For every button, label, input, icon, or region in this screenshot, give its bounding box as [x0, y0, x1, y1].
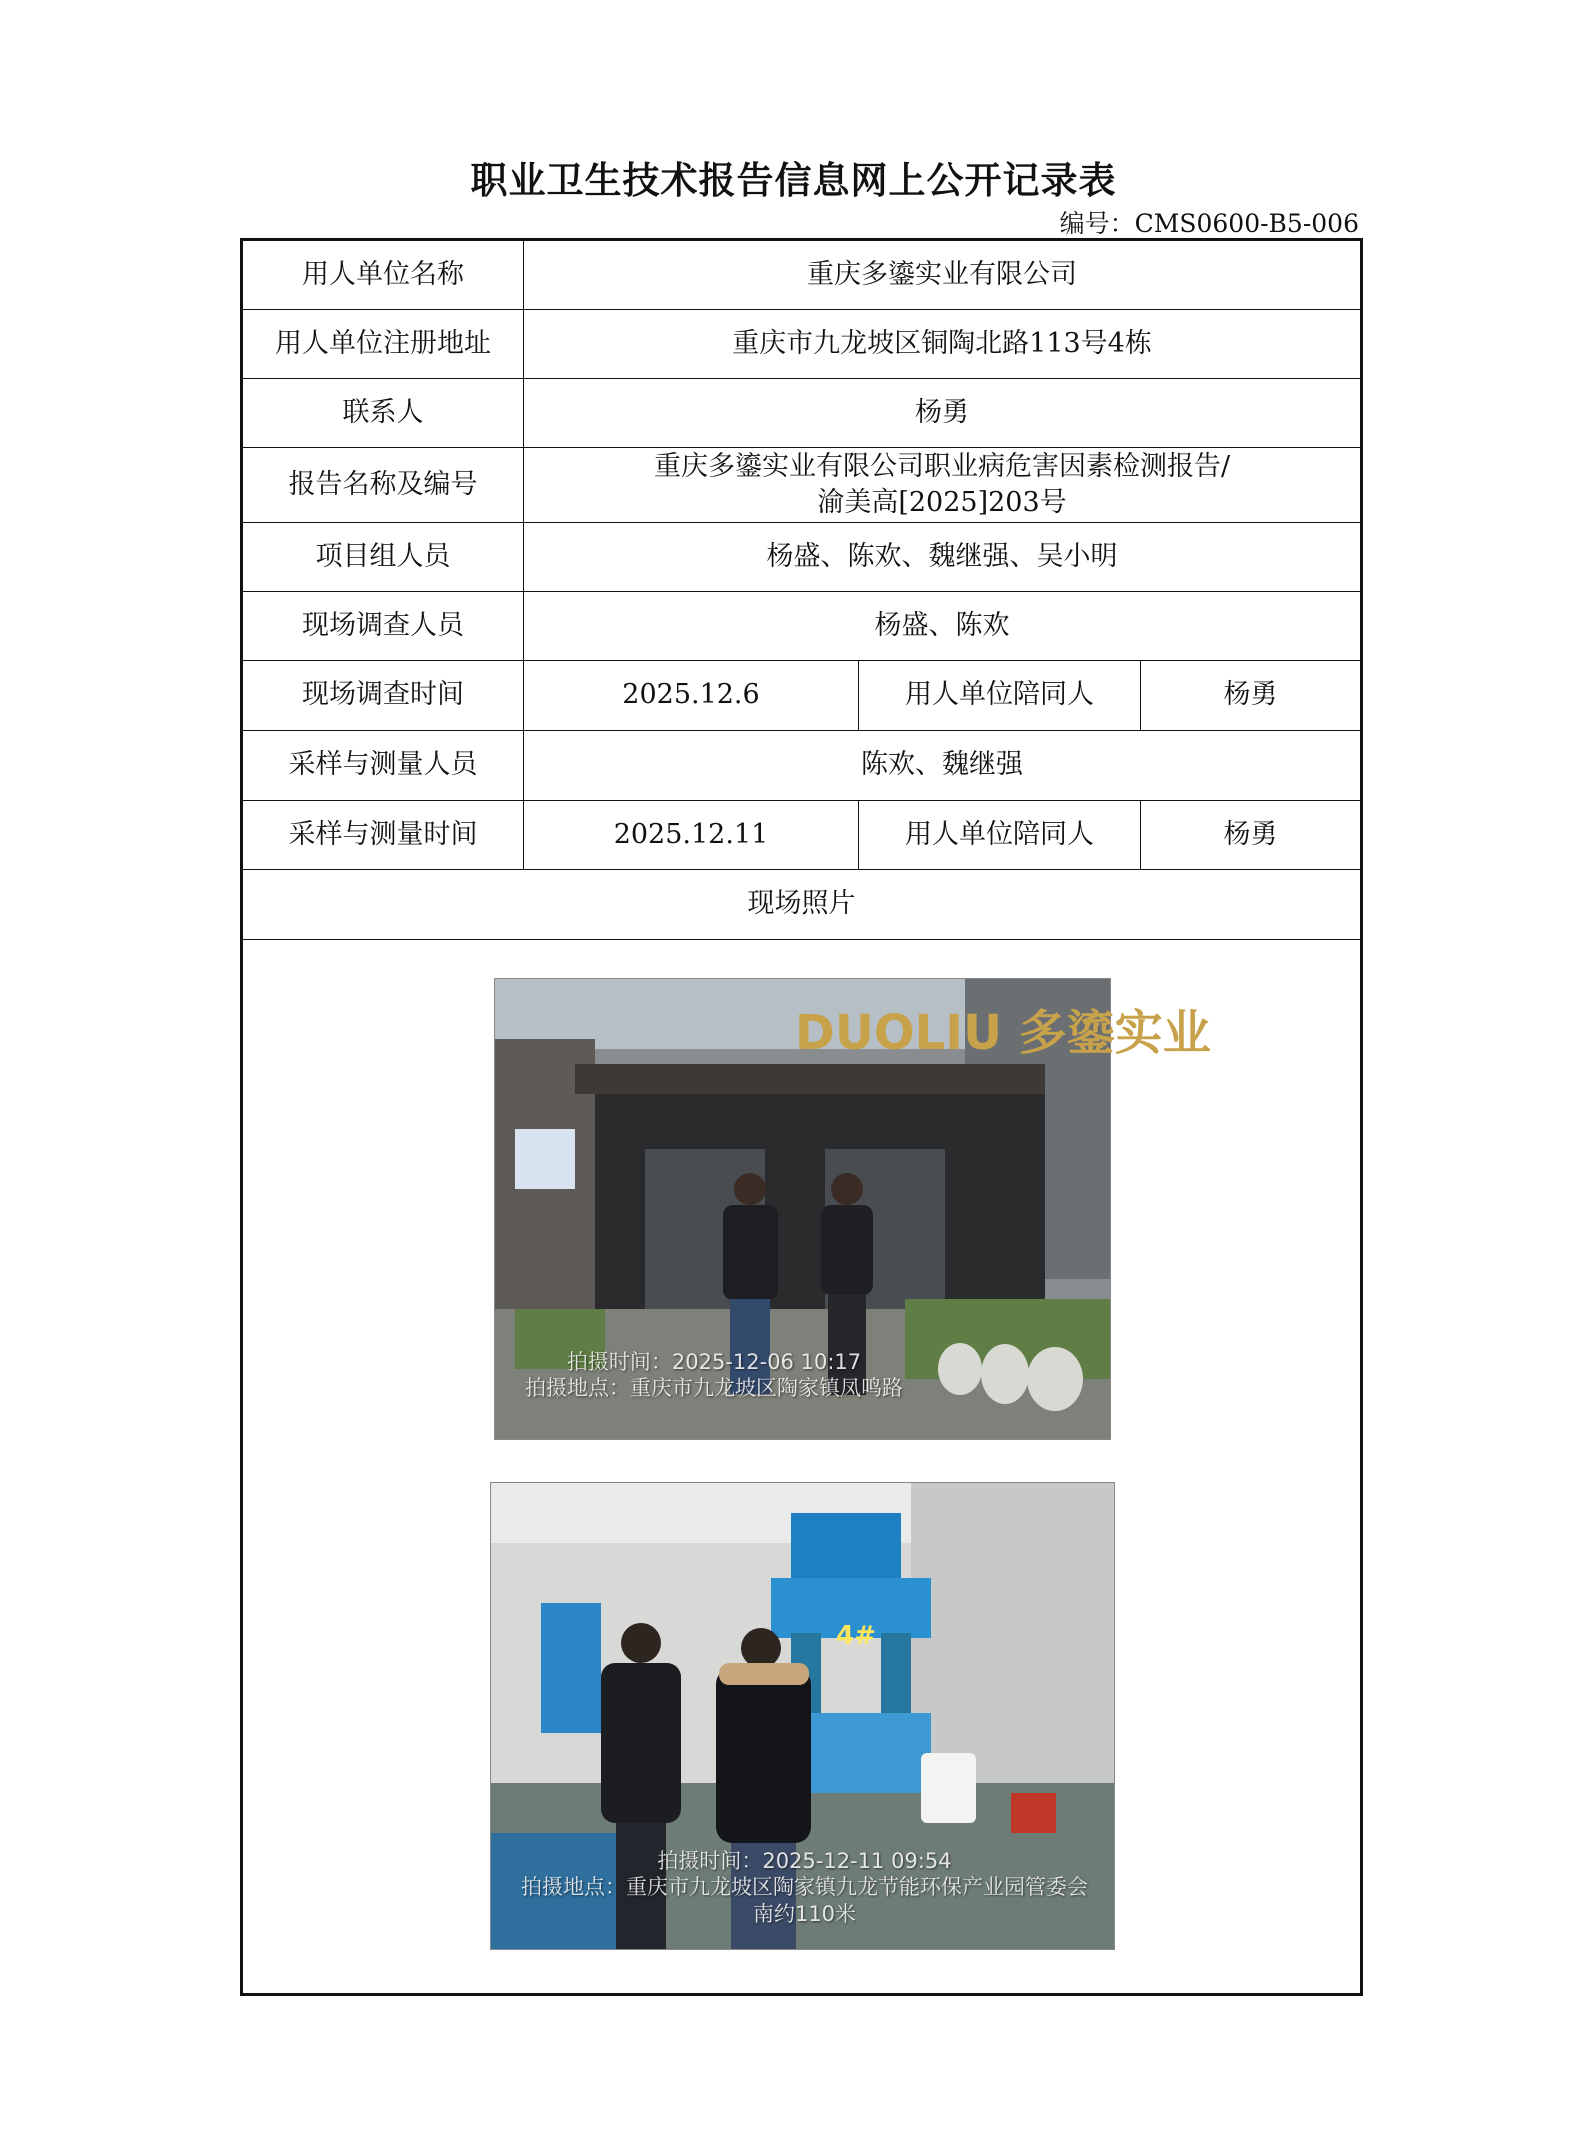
document-number: 编号：CMS0600-B5-006 — [1059, 209, 1359, 238]
workshop-photo-stamp — [521, 1848, 1088, 1927]
sampling-escort-label: 用人单位陪同人 — [859, 801, 1141, 870]
document-title: 职业卫生技术报告信息网上公开记录表 — [470, 158, 1117, 202]
photos-cell — [242, 940, 1362, 1995]
team-label: 项目组人员 — [242, 523, 524, 592]
unit-name-label: 用人单位名称 — [242, 240, 524, 310]
entrance-photo-stamp — [525, 1349, 903, 1402]
team-value: 杨盛、陈欢、魏继强、吴小明 — [524, 523, 1362, 592]
report-label: 报告名称及编号 — [242, 448, 524, 523]
sampling-time-value: 2025.12.11 — [524, 801, 859, 870]
survey-staff-value: 杨盛、陈欢 — [524, 592, 1362, 661]
workshop-photo-place-2: 南约110米 — [752, 1901, 857, 1926]
record-table — [240, 238, 1363, 1996]
survey-time-label: 现场调查时间 — [242, 661, 524, 731]
contact-value: 杨勇 — [524, 379, 1362, 448]
survey-staff-label: 现场调查人员 — [242, 592, 524, 661]
workshop-photo-time: 拍摄时间：2025-12-11 09:54 — [657, 1849, 952, 1873]
sampling-staff-value: 陈欢、魏继强 — [524, 731, 1362, 801]
sampling-staff-label: 采样与测量人员 — [242, 731, 524, 801]
photos-header: 现场照片 — [242, 870, 1362, 940]
unit-name-value: 重庆多鎏实业有限公司 — [524, 240, 1362, 310]
unit-address-label: 用人单位注册地址 — [242, 310, 524, 379]
machine-number-label: 4# — [836, 1621, 876, 1651]
sampling-escort-value: 杨勇 — [1141, 801, 1362, 870]
survey-time-value: 2025.12.6 — [524, 661, 859, 731]
unit-address-value: 重庆市九龙坡区铜陶北路113号4栋 — [524, 310, 1362, 379]
survey-escort-value: 杨勇 — [1141, 661, 1362, 731]
site-photo-workshop — [490, 1482, 1115, 1950]
entrance-photo-time: 拍摄时间：2025-12-06 10:17 — [566, 1350, 862, 1374]
survey-escort-label: 用人单位陪同人 — [859, 661, 1141, 731]
building-sign: DUOLIU 多鎏实业 — [795, 1005, 1211, 1061]
report-value — [524, 448, 1362, 523]
site-photo-entrance — [494, 978, 1211, 1440]
report-name: 重庆多鎏实业有限公司职业病危害因素检测报告/ — [653, 450, 1231, 482]
workshop-photo-place: 拍摄地点：重庆市九龙坡区陶家镇九龙节能环保产业园管委会 — [521, 1875, 1088, 1900]
report-number: 渝美高[2025]203号 — [817, 487, 1067, 518]
sampling-time-label: 采样与测量时间 — [242, 801, 524, 870]
contact-label: 联系人 — [242, 379, 524, 448]
entrance-photo-place: 拍摄地点：重庆市九龙坡区陶家镇凤鸣路 — [525, 1376, 903, 1401]
